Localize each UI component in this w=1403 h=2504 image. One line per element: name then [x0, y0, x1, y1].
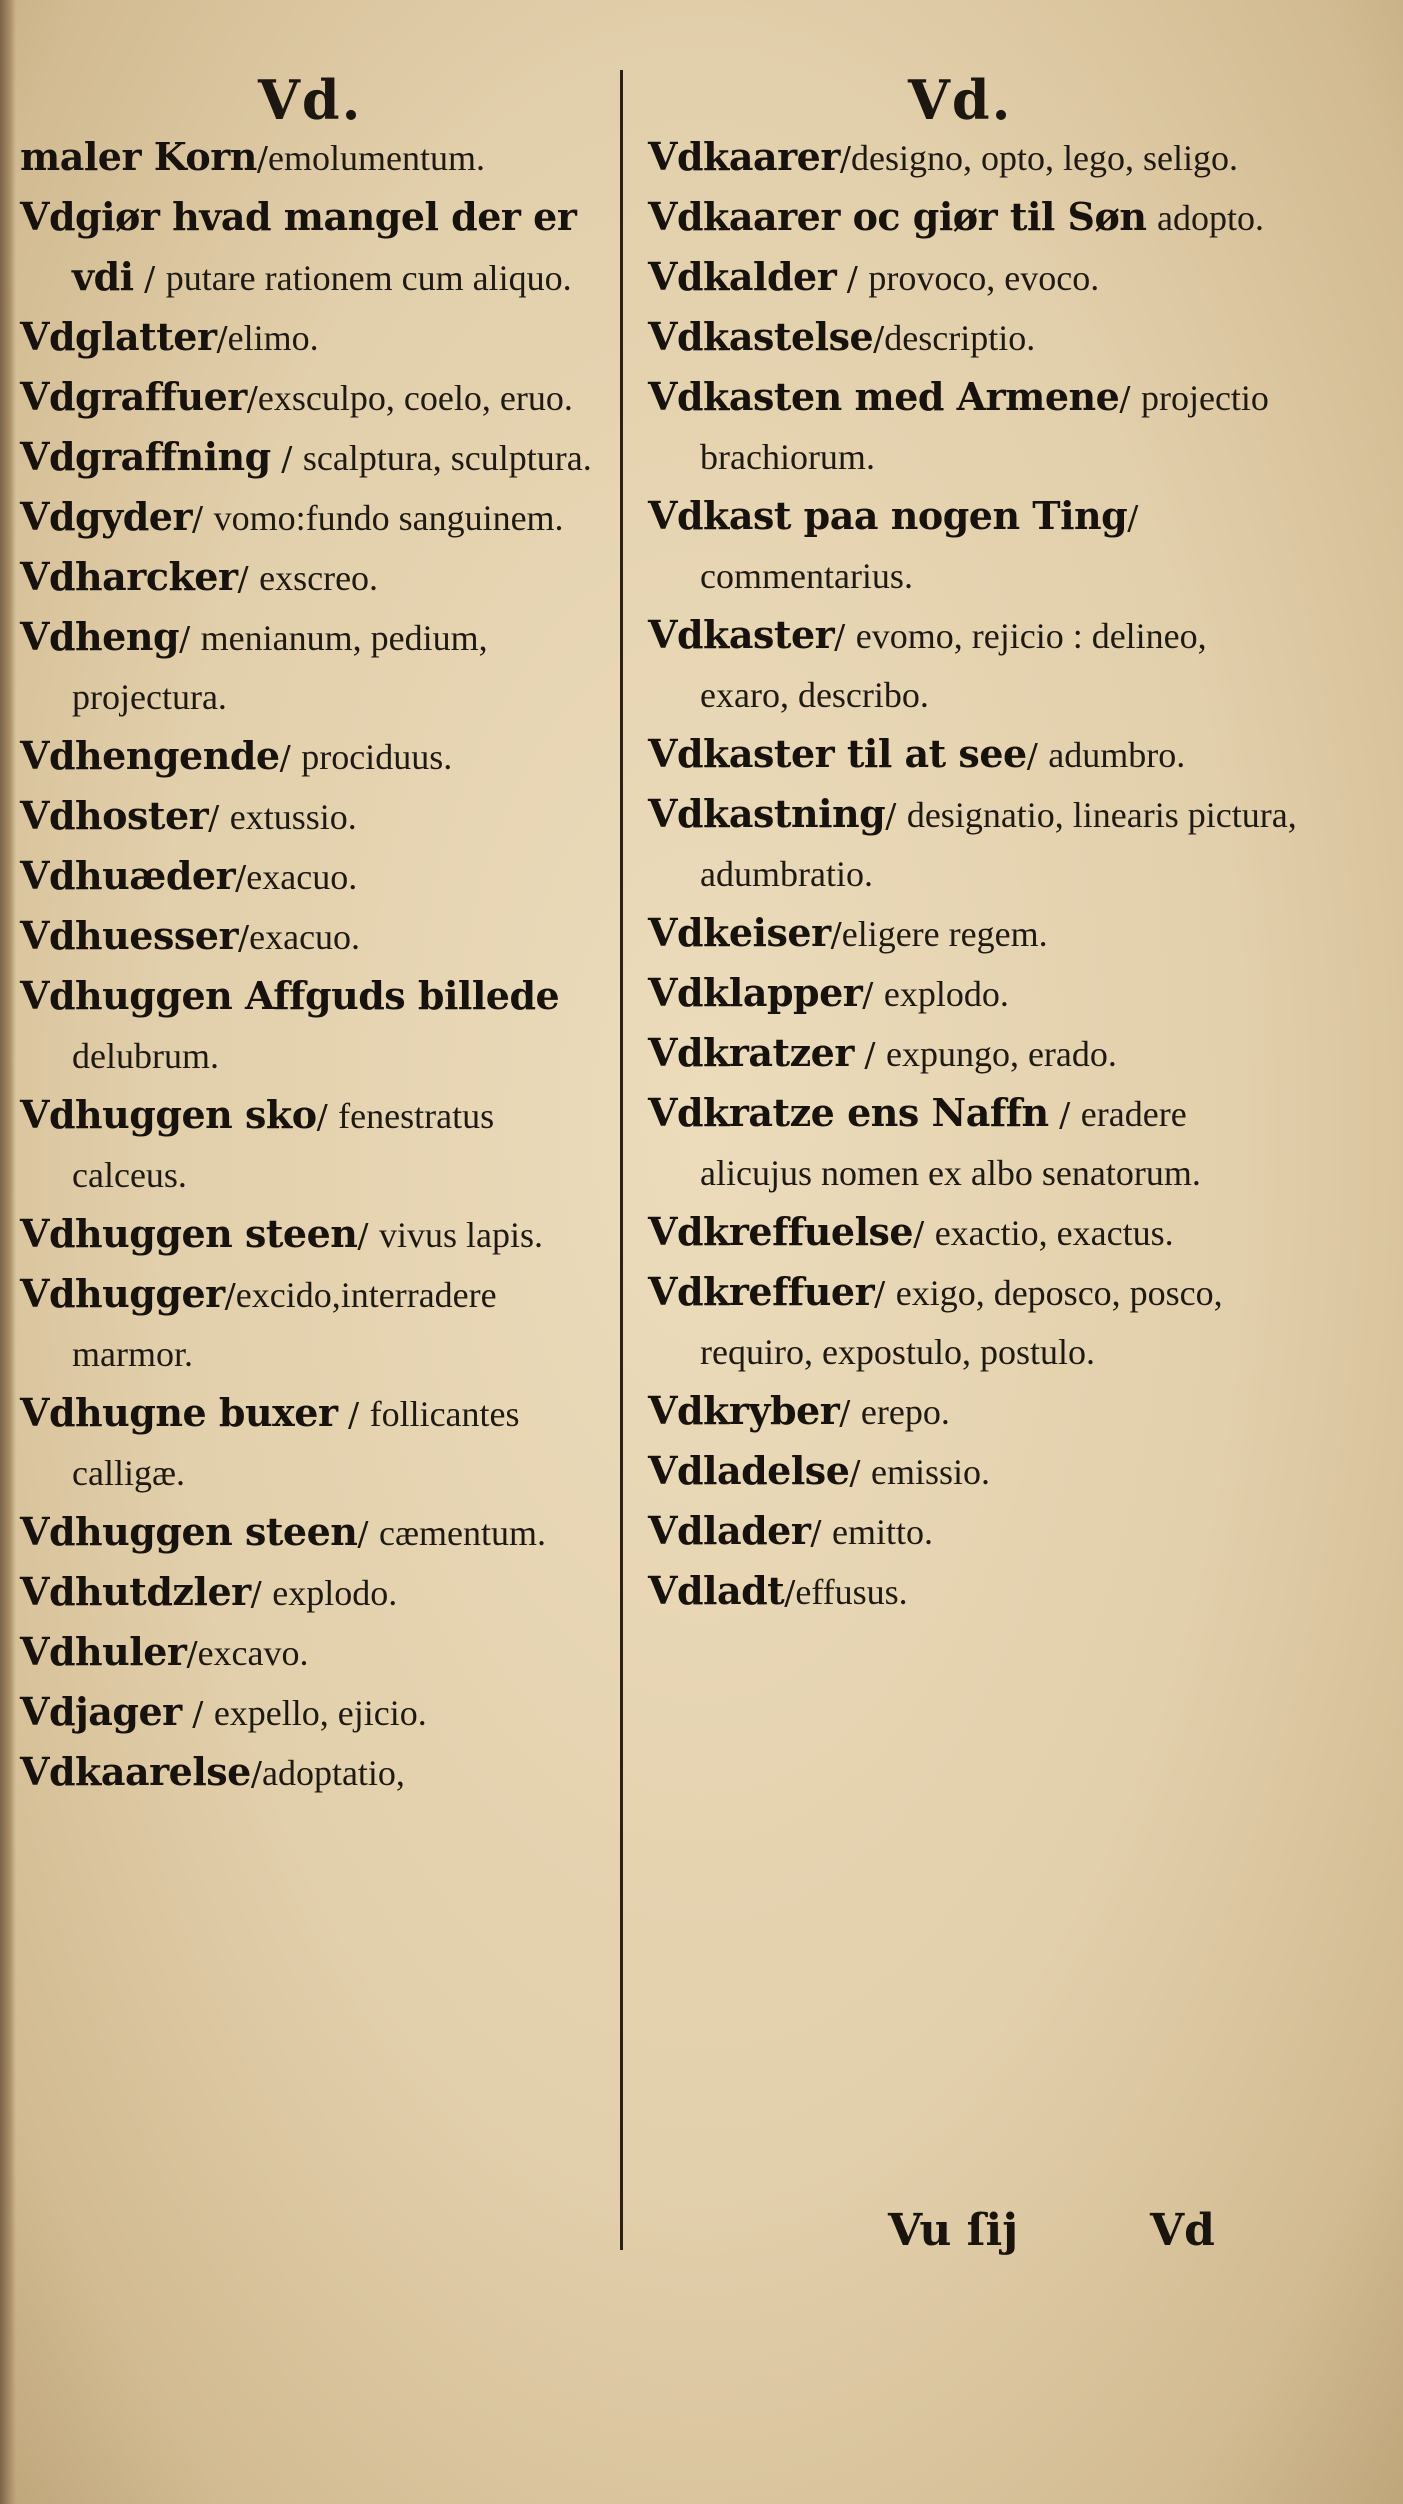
headword: Vdkast paa nogen Ting — [648, 493, 1128, 538]
dictionary-entry: Vdgiør hvad mangel der er vdi / putare rationem cum aliquo. — [20, 194, 577, 299]
dictionary-entry: Vdlader/ emitto. — [648, 1508, 933, 1553]
headword: Vdgraffuer — [20, 374, 247, 419]
dictionary-entry: Vdkreffuelse/ exactio, exactus. — [648, 1209, 1174, 1254]
latin-gloss: exacuo. — [246, 857, 358, 897]
headword: Vdhengende — [20, 733, 280, 778]
dictionary-entry: Vdheng/ menianum, pedium, projectura. — [20, 614, 488, 717]
dictionary-entry: Vdhuesser/exacuo. — [20, 913, 361, 958]
latin-gloss: adopto. — [1156, 198, 1264, 238]
latin-gloss: effusus. — [795, 1572, 908, 1612]
headword: Vdgyder — [20, 494, 192, 539]
latin-gloss: exigo, deposco, posco, requiro, expostulo, postulo. — [700, 1273, 1223, 1372]
headword: Vdkaarer oc giør til Søn — [648, 194, 1147, 239]
dictionary-entry: Vdkasten med Armene/ projectio brachiorum. — [648, 374, 1269, 477]
dictionary-entry: Vdladt/effusus. — [648, 1568, 908, 1613]
latin-gloss: fenestratus calceus. — [72, 1096, 495, 1195]
dictionary-entry: maler Korn/emolumentum. — [20, 134, 485, 179]
right-column — [648, 128, 1298, 1622]
headword: Vdhuæder — [20, 853, 236, 898]
dictionary-entry: Vdkratze ens Naffn / eradere alicujus nomen ex albo senatorum. — [648, 1090, 1201, 1193]
headword: Vdharcker — [20, 554, 238, 599]
dictionary-entry: Vdhuler/excavo. — [20, 1629, 309, 1674]
dictionary-entry: Vdhuggen steen/ cæmentum. — [20, 1509, 547, 1554]
dictionary-entry: Vdkeiser/eligere regem. — [648, 910, 1048, 955]
headword: Vdjager — [20, 1689, 182, 1734]
headword: Vdkratzer — [648, 1030, 854, 1075]
dictionary-entry: Vdkaarer/designo, opto, lego, seligo. — [648, 134, 1238, 179]
latin-gloss: putare rationem cum aliquo. — [165, 258, 572, 298]
latin-gloss: explodo. — [272, 1573, 398, 1613]
dictionary-entry: Vdgyder/ vomo:fundo sanguinem. — [20, 494, 564, 539]
column-divider — [620, 70, 623, 2250]
headword: Vdkastelse — [648, 314, 874, 359]
latin-gloss: delubrum. — [72, 1036, 219, 1076]
headword: Vdhutdzler — [20, 1569, 251, 1614]
dictionary-entry: Vdkalder / provoco, evoco. — [648, 254, 1100, 299]
dictionary-entry: Vdkreffuer/ exigo, deposco, posco, requiro, expostulo, postulo. — [648, 1269, 1223, 1372]
latin-gloss: scalptura, sculptura. — [302, 438, 592, 478]
dictionary-entry: Vdkastning/ designatio, linearis pictura, adumbratio. — [648, 791, 1297, 894]
latin-gloss: exactio, exactus. — [934, 1213, 1174, 1253]
latin-gloss: elimo. — [227, 318, 319, 358]
dictionary-entry: Vdhuggen sko/ fenestratus calceus. — [20, 1092, 495, 1195]
latin-gloss: designo, opto, lego, seligo. — [850, 138, 1238, 178]
headword: Vdkaster — [648, 612, 835, 657]
dictionary-entry: Vdgraffning / scalptura, sculptura. — [20, 434, 592, 479]
headword: Vdkratze ens Naffn — [648, 1090, 1049, 1135]
headword: Vdkastning — [648, 791, 886, 836]
headword: Vdkreffuer — [648, 1269, 875, 1314]
dictionary-entry: Vdglatter/elimo. — [20, 314, 319, 359]
dictionary-entry: Vdhoster/ extussio. — [20, 793, 357, 838]
dictionary-entry — [20, 967, 616, 1086]
latin-gloss: expungo, erado. — [885, 1034, 1117, 1074]
latin-gloss: exacuo. — [249, 917, 361, 957]
latin-gloss: erepo. — [860, 1392, 950, 1432]
latin-gloss: menianum, pedium, projectura. — [72, 618, 488, 717]
headword: Vdkalder — [648, 254, 837, 299]
headword: Vdhuggen Affguds billede — [20, 973, 560, 1018]
latin-gloss: adoptatio, — [261, 1753, 405, 1793]
headword: Vdhugne buxer — [20, 1390, 338, 1435]
running-head-right: Vd. — [908, 68, 1013, 132]
headword: Vdhuggen sko — [20, 1092, 317, 1137]
headword: Vdgiør hvad mangel der er vdi — [20, 194, 577, 299]
dictionary-entry: Vdgraffuer/exsculpo, coelo, eruo. — [20, 374, 573, 419]
latin-gloss: designatio, linearis pictura, adumbratio. — [700, 795, 1297, 894]
latin-gloss: vomo:fundo sanguinem. — [213, 498, 564, 538]
latin-gloss: eligere regem. — [841, 914, 1048, 954]
dictionary-entry: Vdklapper/ explodo. — [648, 970, 1009, 1015]
headword: Vdkeiser — [648, 910, 831, 955]
dictionary-entry: Vdkaster til at see/ adumbro. — [648, 731, 1186, 776]
signature-mark: Vu ſij — [888, 2205, 1019, 2256]
headword: Vdladelse — [648, 1448, 850, 1493]
latin-gloss: extussio. — [229, 797, 357, 837]
headword: Vdkaarer — [648, 134, 840, 179]
latin-gloss: exsculpo, coelo, eruo. — [257, 378, 573, 418]
latin-gloss: prociduus. — [301, 737, 453, 777]
latin-gloss: evomo, rejicio : delineo, exaro, describo. — [700, 616, 1207, 715]
dictionary-entry: Vdhengende/ prociduus. — [20, 733, 453, 778]
dictionary-entry — [648, 188, 1298, 248]
catchword: Vd — [1150, 2205, 1215, 2256]
headword: Vdladt — [648, 1568, 785, 1613]
binding-gutter — [0, 0, 16, 2504]
headword: Vdhugger — [20, 1271, 225, 1316]
dictionary-entry: Vdkaarelse/adoptatio, — [20, 1749, 405, 1794]
headword: Vdhuler — [20, 1629, 187, 1674]
latin-gloss: commentarius. — [700, 556, 913, 596]
latin-gloss: emissio. — [870, 1452, 990, 1492]
latin-gloss: projectio brachiorum. — [700, 378, 1269, 477]
headword: Vdhoster — [20, 793, 209, 838]
latin-gloss: expello, ejicio. — [213, 1693, 427, 1733]
headword: Vdheng — [20, 614, 180, 659]
headword: Vdkaster til at see — [648, 731, 1027, 776]
headword: Vdgraffning — [20, 434, 271, 479]
dictionary-entry: Vdkryber/ erepo. — [648, 1388, 950, 1433]
dictionary-entry: Vdkastelse/descriptio. — [648, 314, 1036, 359]
latin-gloss: emitto. — [832, 1512, 933, 1552]
latin-gloss: exscreo. — [259, 558, 379, 598]
headword: Vdglatter — [20, 314, 217, 359]
latin-gloss: explodo. — [883, 974, 1009, 1014]
dictionary-entry: Vdkaster/ evomo, rejicio : delineo, exaro, describo. — [648, 612, 1207, 715]
latin-gloss: vivus lapis. — [379, 1215, 544, 1255]
dictionary-entry: Vdhuæder/exacuo. — [20, 853, 358, 898]
latin-gloss: follicantes calligæ. — [72, 1394, 520, 1493]
latin-gloss: excido,interradere marmor. — [72, 1275, 497, 1374]
latin-gloss: descriptio. — [884, 318, 1036, 358]
latin-gloss: adumbro. — [1048, 735, 1186, 775]
latin-gloss: provoco, evoco. — [868, 258, 1100, 298]
dictionary-entry: Vdhuggen steen/ vivus lapis. — [20, 1211, 544, 1256]
headword: maler Korn — [20, 134, 257, 179]
headword: Vdlader — [648, 1508, 811, 1553]
headword: Vdklapper — [648, 970, 863, 1015]
dictionary-entry: Vdjager / expello, ejicio. — [20, 1689, 427, 1734]
latin-gloss: eradere alicujus nomen ex albo senatorum. — [700, 1094, 1201, 1193]
left-column — [20, 128, 616, 1803]
dictionary-entry: Vdkratzer / expungo, erado. — [648, 1030, 1117, 1075]
headword: Vdhuggen steen — [20, 1211, 358, 1256]
dictionary-entry: Vdhugger/excido,interradere marmor. — [20, 1271, 497, 1374]
headword: Vdkaarelse — [20, 1749, 251, 1794]
headword: Vdhuesser — [20, 913, 238, 958]
dictionary-entry: Vdharcker/ exscreo. — [20, 554, 379, 599]
dictionary-entry: Vdladelse/ emissio. — [648, 1448, 990, 1493]
headword: Vdkryber — [648, 1388, 840, 1433]
latin-gloss: excavo. — [197, 1633, 309, 1673]
latin-gloss: cæmentum. — [379, 1513, 547, 1553]
running-head-left: Vd. — [258, 68, 363, 132]
dictionary-entry: Vdkast paa nogen Ting/ commentarius. — [648, 493, 1139, 596]
headword: Vdhuggen steen — [20, 1509, 358, 1554]
dictionary-entry: Vdhutdzler/ explodo. — [20, 1569, 398, 1614]
headword: Vdkasten med Armene — [648, 374, 1120, 419]
latin-gloss: emolumentum. — [268, 138, 485, 178]
dictionary-entry: Vdhugne buxer / follicantes calligæ. — [20, 1390, 520, 1493]
headword: Vdkreffuelse — [648, 1209, 914, 1254]
